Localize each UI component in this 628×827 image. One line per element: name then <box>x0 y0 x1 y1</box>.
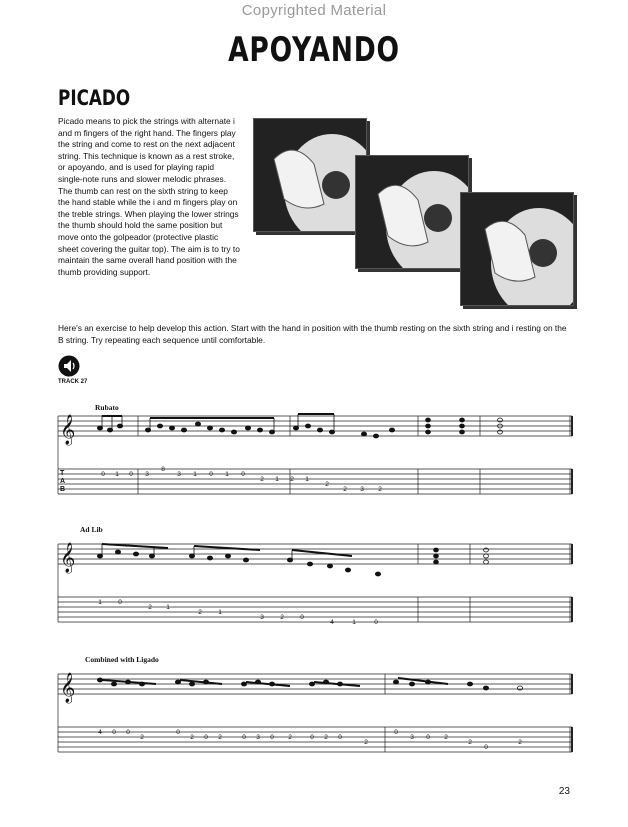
svg-text:8: 8 <box>161 466 165 473</box>
svg-text:0: 0 <box>374 619 378 626</box>
tab-2 <box>58 597 572 622</box>
svg-text:0: 0 <box>310 734 314 741</box>
tab-letter-a: A <box>60 478 66 485</box>
svg-text:1: 1 <box>98 599 102 606</box>
page-number: 23 <box>558 786 570 797</box>
svg-text:3: 3 <box>177 471 181 478</box>
svg-text:0: 0 <box>338 734 342 741</box>
svg-text:4: 4 <box>98 729 102 736</box>
intro-paragraph: Picado means to pick the strings with alternate i and m fingers of the right hand. The fingers play the string and come to rest on the next adjacent string. This technique is known as a rest stroke, or apoyando, and is used for playing rapid single-note runs and slower melodic phrases. The thumb can rest on the sixth string to keep the hand stable while the i and m fingers play on the treble strings. When playing the lower strings the thumb should hold the same position but move onto the golpeador (protective plastic sheet covering the guitar top). The aim is to try to maintain the same overall hand position with the thumb providing support. <box>58 116 240 277</box>
section-title: PICADO <box>58 86 131 110</box>
watermark: Copyrighted Material <box>241 2 387 19</box>
svg-text:1: 1 <box>166 604 170 611</box>
svg-text:1: 1 <box>193 471 197 478</box>
svg-text:0: 0 <box>118 599 122 606</box>
svg-text:2: 2 <box>288 734 292 741</box>
svg-text:2: 2 <box>378 486 382 493</box>
svg-text:0: 0 <box>126 729 130 736</box>
svg-text:2: 2 <box>468 739 472 746</box>
svg-text:0: 0 <box>242 734 246 741</box>
svg-text:0: 0 <box>101 471 105 478</box>
svg-text:0: 0 <box>112 729 116 736</box>
svg-text:4: 4 <box>330 619 334 626</box>
svg-text:0: 0 <box>176 729 180 736</box>
svg-text:1: 1 <box>305 476 309 483</box>
svg-text:2: 2 <box>140 734 144 741</box>
svg-text:2: 2 <box>324 734 328 741</box>
exercise-paragraph: Here's an exercise to help develop this action. Start with the hand in position with the thumb resting on the sixth string and i resting on the B string. Try repeating each sequence until comfortable. <box>58 323 567 345</box>
svg-text:0: 0 <box>241 471 245 478</box>
svg-text:2: 2 <box>260 476 264 483</box>
svg-text:2: 2 <box>148 604 152 611</box>
svg-text:1: 1 <box>115 471 119 478</box>
svg-text:0: 0 <box>394 729 398 736</box>
system-label-ad-lib: Ad Lib <box>80 525 103 534</box>
svg-text:3: 3 <box>260 614 264 621</box>
treble-clef-3: 𝄞 <box>60 673 76 703</box>
svg-text:2: 2 <box>218 734 222 741</box>
svg-text:0: 0 <box>426 734 430 741</box>
track-label: TRACK 27 <box>58 379 88 385</box>
svg-text:0: 0 <box>484 744 488 751</box>
tab-letter-t: T <box>60 470 65 477</box>
svg-text:3: 3 <box>360 486 364 493</box>
svg-text:0: 0 <box>270 734 274 741</box>
treble-clef-2: 𝄞 <box>60 543 76 573</box>
svg-text:2: 2 <box>190 734 194 741</box>
svg-text:0: 0 <box>209 471 213 478</box>
svg-text:3: 3 <box>410 734 414 741</box>
system-label-rubato: Rubato <box>95 403 119 412</box>
svg-text:1: 1 <box>352 619 356 626</box>
page-title: APOYANDO <box>228 30 400 70</box>
tab-1 <box>58 469 572 494</box>
svg-text:1: 1 <box>275 476 279 483</box>
staff-1 <box>58 416 572 436</box>
svg-text:0: 0 <box>129 471 133 478</box>
tab-3 <box>58 727 572 752</box>
svg-text:2: 2 <box>290 476 294 483</box>
svg-text:2: 2 <box>280 614 284 621</box>
svg-text:2: 2 <box>364 739 368 746</box>
svg-text:1: 1 <box>218 609 222 616</box>
svg-text:1: 1 <box>225 471 229 478</box>
tab-letter-b: B <box>60 486 66 493</box>
svg-text:2: 2 <box>518 739 522 746</box>
svg-text:0: 0 <box>300 614 304 621</box>
system-label-ligado: Combined with Ligado <box>85 655 159 664</box>
svg-text:3: 3 <box>256 734 260 741</box>
svg-text:2: 2 <box>325 481 329 488</box>
svg-text:2: 2 <box>444 734 448 741</box>
treble-clef-1: 𝄞 <box>60 415 76 445</box>
svg-text:2: 2 <box>343 486 347 493</box>
svg-text:3: 3 <box>145 471 149 478</box>
svg-text:2: 2 <box>198 609 202 616</box>
svg-text:0: 0 <box>204 734 208 741</box>
